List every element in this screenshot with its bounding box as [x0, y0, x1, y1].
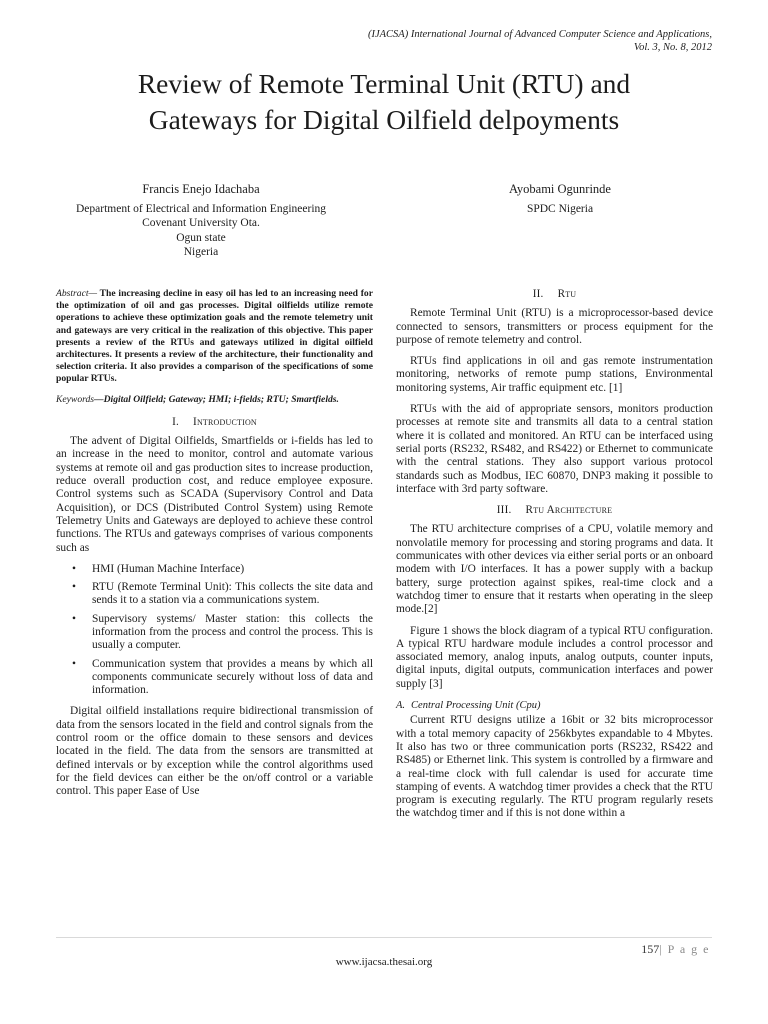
bullet-icon: • — [72, 581, 76, 594]
author-block-1 — [56, 182, 346, 260]
left-column — [56, 288, 373, 807]
section-heading-rtu — [396, 288, 713, 301]
bullet-icon: • — [72, 612, 76, 625]
section-number: II. — [532, 288, 544, 300]
bullet-icon: • — [72, 562, 76, 575]
list-item: • Communication system that provides a means by which all components communicate securely without loss of data and information. — [72, 657, 373, 697]
author-name-1: Francis Enejo Idachaba — [142, 182, 260, 196]
paper-title — [40, 66, 728, 138]
intro-paragraph-1: The advent of Digital Oilfields, Smartfields or i-fields has led to an increase in the need to monitor, control and automate various systems at remote oil and gas production sites to increase production, reduce overall production cost, and reduce employee exposure. Control systems such as SCADA (Supervisory Control and Data Acquisition), or DCS (Distributed Control System) using Remote Telemetry Units and Gateways are deployed to achieve these control functions. The RTUs and gateways comprises of various components such as — [56, 435, 373, 554]
list-item: • Supervisory systems/ Master station: this collects the information from the process and control the process. This is usually a computer. — [72, 612, 373, 652]
subsection-heading-cpu — [396, 699, 713, 712]
keywords-label: Keywords — [56, 393, 95, 405]
journal-header — [192, 28, 712, 54]
title-line-1: Review of Remote Terminal Unit (RTU) and — [137, 68, 631, 99]
list-item: • RTU (Remote Terminal Unit): This collects the site data and sends it to a station via a communications system. — [72, 581, 373, 607]
intro-bullet-list — [56, 563, 373, 698]
section-number: I. — [172, 415, 180, 428]
affiliation-line: SPDC Nigeria — [526, 202, 594, 215]
footer-divider — [56, 937, 712, 938]
title-line-2: Gateways for Digital Oilfield delpoyments — [148, 104, 620, 135]
journal-website: www.ijacsa.thesai.org — [335, 956, 433, 968]
affiliation-line: Covenant University Ota. — [142, 217, 260, 229]
abstract — [56, 288, 373, 386]
affiliation-line: Nigeria — [183, 246, 219, 258]
section-title: Rtu Architecture — [525, 504, 613, 517]
intro-paragraph-2: Digital oilfield installations require bidirectional transmission of data from the sensors located in the field and control signals from the control room or the office domain to these sensors and devices located in the field. The data from the sensors are transmitted at defined intervals or by exception while the control algorithms used for the field devices can either be the on/off control or a variable control. This paper Ease of Use — [56, 705, 373, 798]
bullet-icon: • — [72, 657, 76, 670]
affiliation-line: Department of Electrical and Information Engineering — [75, 202, 327, 215]
abstract-text: The increasing decline in easy oil has led to an increasing need for the optimization of oil and gas processes. Digital oilfields utilize remote operations to achieve these optimization goals and the remote telemetry unit and gateways are very critical in the realization of this objective. This paper presents a review of the RTUs and gateways utilized in digital oilfield architectures. It presents a review of the architecture, their functionality and selection criteria. It also provides a comparison of the specifications of some popular RTUs. — [56, 288, 373, 385]
list-item: • HMI (Human Machine Interface) — [72, 562, 245, 575]
right-column — [396, 288, 713, 829]
page-number — [641, 942, 710, 957]
journal-line-1: (IJACSA) International Journal of Advanced Computer Science and Applications, — [367, 29, 712, 40]
arch-paragraph-1: The RTU architecture comprises of a CPU, volatile memory and nonvolatile memory for processing and storing programs and data. It communicates with other devices via either serial ports or an onboard modem with I/O interfaces. It has a power supply with a backup battery, surge protection against spikes, real-time clock and a watchdog timer to ensure that it restarts when operating in the sleep mode.[2] — [396, 523, 713, 616]
journal-line-2: Vol. 3, No. 8, 2012 — [633, 42, 712, 53]
rtu-paragraph-1: Remote Terminal Unit (RTU) is a microprocessor-based device connected to sensors, transmitters or process equipment for the purpose of remote telemetry and control. — [396, 307, 713, 346]
page-label: | P a g e — [659, 942, 710, 956]
rtu-paragraph-3: RTUs with the aid of appropriate sensors, monitors production processes at remote site and transmits all data to a central station where it is collated and monitored. An RTU can be interfaced using serial ports (RS232, RS482, and RS422) or Ethernet to communicate with the central stations. They also support various protocol standards such as Modbus, IEC 60870, DNP3 making it possible to interface with 3rd party software. — [396, 403, 713, 495]
abstract-label: Abstract— — [56, 288, 98, 299]
cpu-paragraph: Current RTU designs utilize a 16bit or 32 bits microprocessor with a total memory capacity of 256kbytes expandable to 4 Mbytes. It also has two or three communication ports (RS232, RS422 and RS485) or Ethernet link. This system is controlled by a firmware and a real-time clock with full calendar is used for accurate time stamping of events. A watchdog timer provides a check that the RTU program is executing regularly. The RTU program regularly resets the watchdog timer and if this is not done within a — [396, 714, 713, 820]
section-heading-introduction — [56, 416, 373, 429]
rtu-paragraph-2: RTUs find applications in oil and gas remote instrumentation monitoring, networks of remote pump stations, Environmental monitoring systems, Air traffic equipment etc. [1] — [396, 355, 713, 394]
page-number-value: 157 — [641, 942, 660, 956]
section-heading-rtu-architecture — [396, 504, 713, 517]
subsection-title: Central Processing Unit (Cpu) — [411, 700, 541, 712]
section-number: III. — [496, 504, 512, 517]
section-title: Introduction — [193, 415, 257, 428]
author-block-2 — [430, 182, 690, 216]
keywords-text: —Digital Oilfield; Gateway; HMI; i-fields; RTU; Smartfields. — [94, 393, 339, 405]
keywords — [56, 394, 373, 406]
arch-paragraph-2: Figure 1 shows the block diagram of a typical RTU configuration. A typical RTU hardware module includes a control processor and associated memory, analog inputs, analog outputs, counter inputs, digital inputs, digital outputs, communication interfaces and power supply [3] — [396, 624, 713, 690]
section-title: Rtu — [557, 288, 577, 300]
subsection-number: A. — [396, 700, 406, 712]
affiliation-line: Ogun state — [176, 231, 226, 244]
author-name-2: Ayobami Ogunrinde — [509, 182, 611, 196]
